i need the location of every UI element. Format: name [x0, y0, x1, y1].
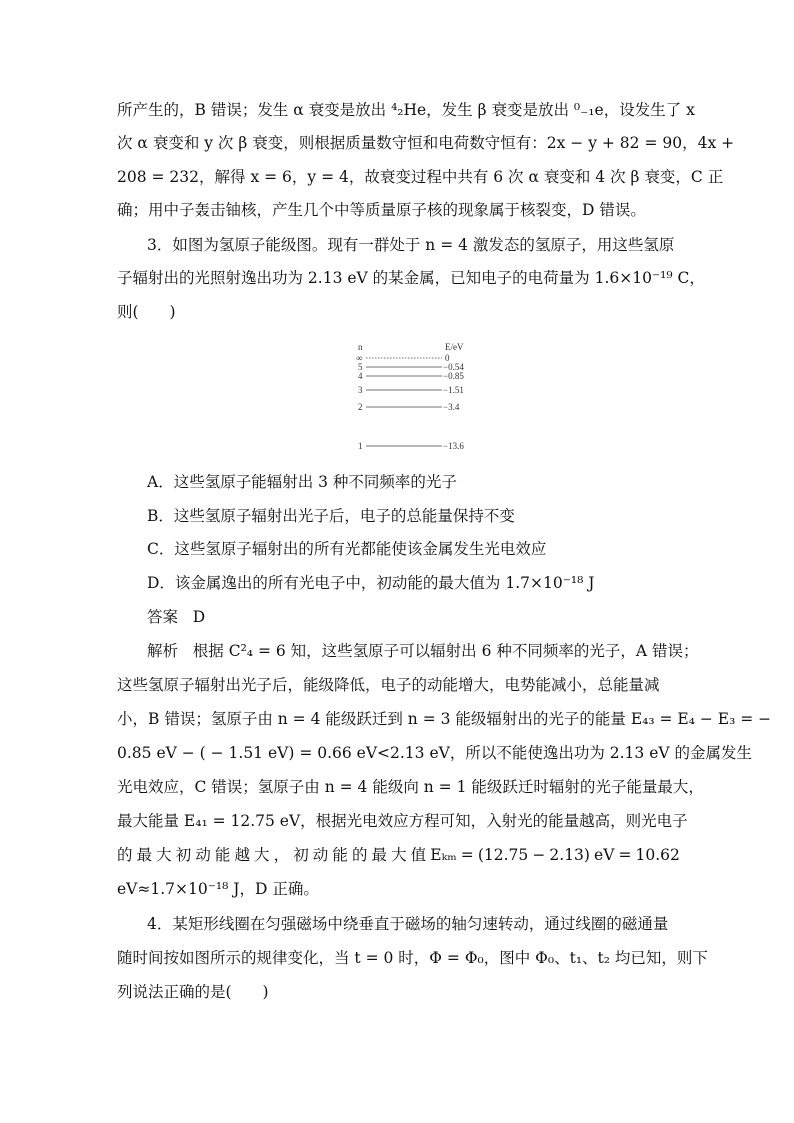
- level-energy: −0.85: [443, 371, 464, 381]
- level-label: 4: [358, 371, 363, 381]
- analysis-line-justified: [117, 845, 680, 865]
- word: 最: [136, 846, 153, 864]
- word: 动: [195, 846, 211, 864]
- word: 大: [156, 846, 172, 864]
- word: 的: [351, 846, 368, 864]
- text-line: 次 α 衰变和 y 次 β 衰变，则根据质量数守恒和电荷数守恒有：2x − y + 82 = 90，4x +: [117, 134, 735, 152]
- text-line: 确；用中子轰击铀核，产生几个中等质量原子核的现象属于核裂变，D 错误。: [117, 201, 646, 219]
- word: 最: [371, 846, 388, 864]
- analysis-line: 光电效应，C 错误；氢原子由 n = 4 能级向 n = 1 能级跃迁时辐射的光子能量最大，: [117, 778, 704, 796]
- analysis-line: eV≈1.7×10⁻¹⁸ J，D 正确。: [117, 880, 319, 898]
- question-3-stem: 3．如图为氢原子能级图。现有一群处于 n = 4 激发态的氢原子，用这些氢原: [147, 236, 675, 254]
- option-d: D．该金属逸出的所有光电子中，初动能的最大值为 1.7×10⁻¹⁸ J: [147, 574, 595, 592]
- level-energy: −3.4: [443, 402, 460, 412]
- question-4-stem: 4．某矩形线圈在匀强磁场中绕垂直于磁场的轴匀速转动，通过线圈的磁通量: [147, 915, 669, 933]
- level-energy: −0.54: [443, 362, 464, 372]
- option-a: A．这些氢原子能辐射出 3 种不同频率的光子: [147, 473, 457, 491]
- option-c: C．这些氢原子辐射出的所有光都能使该金属发生光电效应: [147, 540, 547, 558]
- question-4-stem: 随时间按如图所示的规律变化，当 t = 0 时，Φ = Φ₀，图中 Φ₀、t₁、t₂ 均已知，则下: [117, 949, 708, 967]
- diagram-energy-header: E/eV: [445, 342, 464, 352]
- question-3-stem: 则( ): [117, 303, 176, 321]
- word: 值: [410, 846, 427, 864]
- analysis-text: 根据 C²₄ = 6 知，这些氢原子可以辐射出 6 种不同频率的光子，A 错误；: [192, 642, 699, 660]
- answer-value: D: [192, 608, 206, 626]
- word: 能: [214, 846, 231, 864]
- word: 的: [117, 846, 133, 864]
- word: Eₖₘ: [430, 846, 457, 864]
- word: 初: [293, 846, 309, 864]
- option-b: B．这些氢原子辐射出光子后，电子的总能量保持不变: [147, 507, 515, 525]
- word: 动: [312, 846, 329, 864]
- word: (12.75: [477, 846, 529, 864]
- analysis-label: 解析: [147, 642, 179, 660]
- word: 大: [391, 846, 407, 864]
- energy-level-diagram: [350, 340, 490, 458]
- level-label: ∞: [356, 353, 363, 363]
- question-3-stem: 子辐射出的光照射逸出功为 2.13 eV 的某金属，已知电子的电荷量为 1.6×10⁻¹⁹ C，: [117, 269, 705, 287]
- word: 越: [234, 846, 250, 864]
- diagram-n-header: n: [358, 342, 363, 352]
- level-label: 3: [358, 385, 363, 395]
- level-label: 5: [358, 362, 363, 372]
- word: 初: [175, 846, 192, 864]
- level-label: 1: [358, 441, 363, 451]
- level-energy: 0: [445, 353, 450, 363]
- word: =: [460, 846, 474, 864]
- word: 大: [254, 846, 270, 864]
- text-line: 208 = 232，解得 x = 6，y = 4，故衰变过程中共有 6 次 α 衰变和 4 次 β 衰变，C 正: [117, 168, 724, 186]
- word: ，: [273, 846, 290, 864]
- question-4-stem: 列说法正确的是( ): [117, 983, 269, 1001]
- word: =: [618, 846, 632, 864]
- analysis-line: 最大能量 E₄₁ = 12.75 eV，根据光电效应方程可知，入射光的能量越高，则光电子: [117, 812, 688, 830]
- analysis-line: 小，B 错误；氢原子由 n = 4 能级跃迁到 n = 3 能级辐射出的光子的能量 E₄₃ = E₄ − E₃ = −: [117, 710, 772, 728]
- level-energy: −1.51: [443, 385, 464, 395]
- analysis-line: 这些氢原子辐射出光子后，能级降低，电子的动能增大，电势能减小，总能量减: [117, 676, 660, 694]
- analysis-line: 0.85 eV − ( − 1.51 eV) = 0.66 eV<2.13 eV，所以不能使逸出功为 2.13 eV 的金属发生: [117, 744, 752, 762]
- level-energy: −13.6: [443, 441, 464, 451]
- text-line: 所产生的，B 错误；发生 α 衰变是放出 ⁴₂He，发生 β 衰变是放出 ⁰₋₁e，设发生了 x: [117, 101, 695, 119]
- word: 2.13): [549, 846, 590, 864]
- word: 能: [332, 846, 348, 864]
- word: −: [532, 846, 546, 864]
- level-label: 2: [358, 402, 363, 412]
- answer-label: 答案: [147, 608, 179, 626]
- word: 10.62: [635, 846, 680, 864]
- word: eV: [594, 846, 615, 864]
- answer-line: [147, 607, 205, 627]
- analysis-line: [147, 641, 698, 661]
